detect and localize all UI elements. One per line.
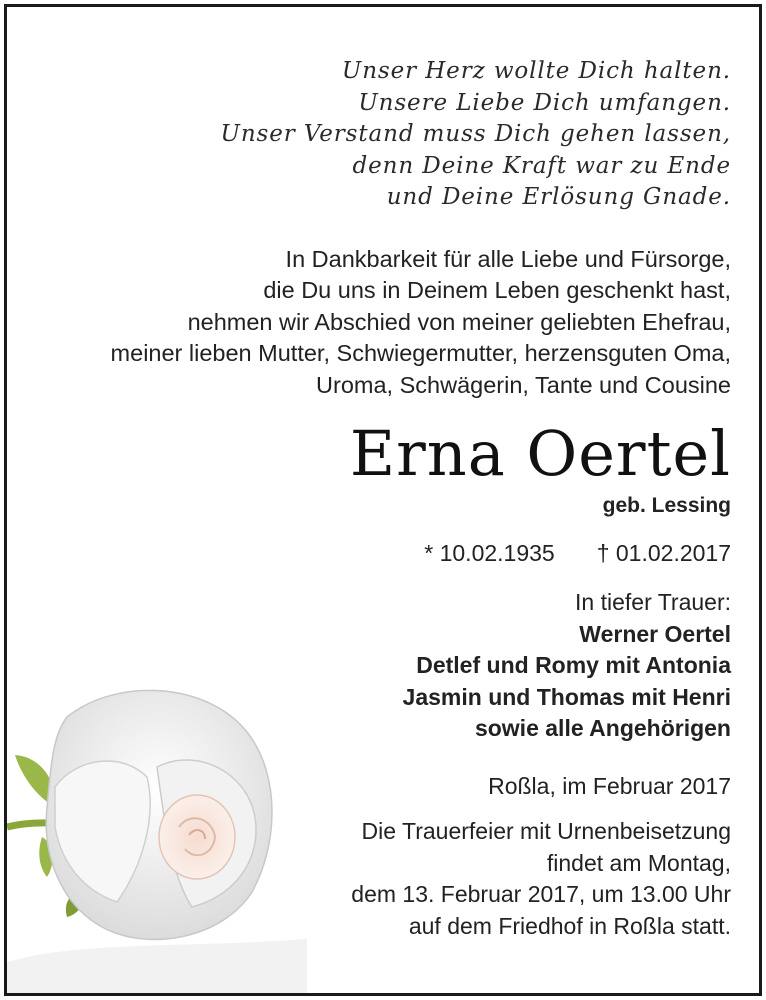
poem-line: und Deine Erlösung Gnade. — [386, 184, 731, 210]
mourner-name: sowie alle Angehörigen — [474, 715, 731, 741]
intro-line: Uroma, Schwägerin, Tante und Cousine — [316, 371, 731, 398]
intro-line: die Du uns in Deinem Leben geschenkt hast, — [263, 277, 731, 303]
mourning-heading: In tiefer Trauer: — [575, 589, 731, 615]
intro-line: nehmen wir Abschied von meiner geliebten Ehefrau, — [187, 308, 731, 335]
funeral-line: dem 13. Februar 2017, um 13.00 Uhr — [351, 881, 731, 907]
life-dates — [31, 537, 731, 569]
mourner-list — [31, 619, 731, 745]
mourner-name: Detlef und Romy mit Antonia — [416, 652, 731, 678]
place-and-date: Roßla, im Februar 2017 — [488, 772, 731, 799]
funeral-line: findet am Montag, — [546, 849, 731, 876]
poem — [31, 56, 731, 214]
funeral-line: auf dem Friedhof in Roßla statt. — [408, 912, 731, 939]
intro-line: In Dankbarkeit für alle Liebe und Fürsorge, — [285, 245, 731, 272]
death-date: † 01.02.2017 — [596, 540, 731, 566]
mourner-name: Werner Oertel — [579, 620, 731, 647]
birth-date: * 10.02.1935 — [424, 540, 555, 566]
intro-paragraph — [31, 244, 731, 402]
maiden-name: geb. Lessing — [602, 494, 731, 517]
poem-line: denn Deine Kraft war zu Ende — [352, 152, 731, 179]
mourner-name: Jasmin und Thomas mit Henri — [402, 683, 731, 710]
funeral-line: Die Trauerfeier mit Urnenbeisetzung — [361, 818, 731, 844]
intro-line: meiner lieben Mutter, Schwiegermutter, herzensguten Oma, — [110, 340, 731, 366]
poem-line: Unser Herz wollte Dich halten. — [341, 58, 731, 84]
deceased-name: Erna Oertel — [349, 417, 731, 490]
poem-line: Unser Verstand muss Dich gehen lassen, — [220, 121, 731, 147]
funeral-notice — [31, 816, 731, 942]
obituary-text — [31, 7, 731, 942]
obituary-frame — [4, 4, 762, 996]
poem-line: Unsere Liebe Dich umfangen. — [358, 89, 731, 116]
